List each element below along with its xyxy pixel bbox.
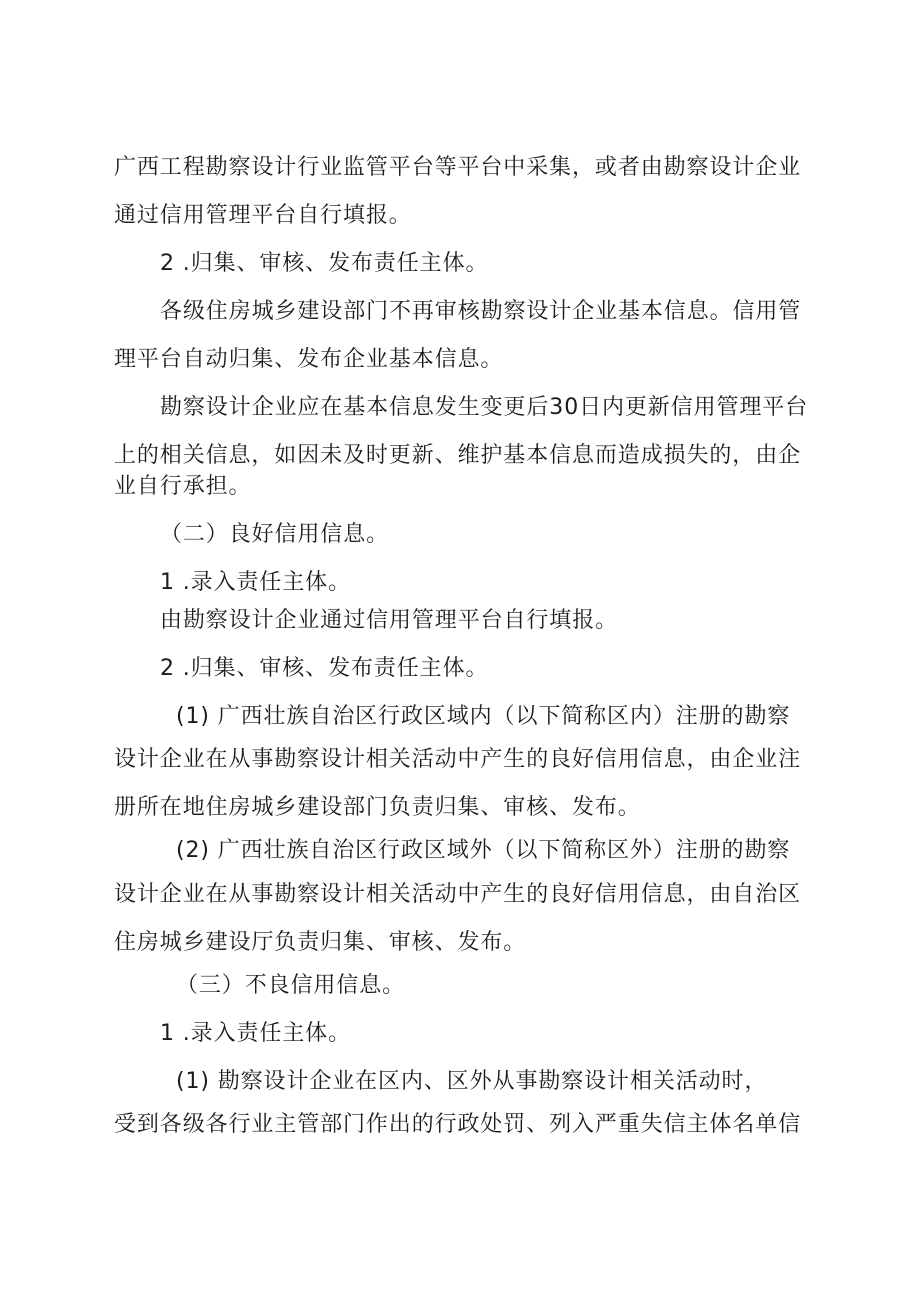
text-line-10: 1 .录入责任主体。 — [160, 570, 351, 595]
text-line-1: 广西工程勘察设计行业监管平台等平台中采集，或者由勘察设计企业 — [114, 155, 802, 180]
text-line-17: 设计企业在从事勘察设计相关活动中产生的良好信用信息，由自治区 — [114, 882, 802, 907]
text-line-15: 册所在地住房城乡建设部门负责归集、审核、发布。 — [114, 795, 641, 820]
text-line-6: 勘察设计企业应在基本信息发生变更后30日内更新信用管理平台 — [160, 395, 809, 420]
text-line-2: 通过信用管理平台自行填报。 — [114, 203, 412, 228]
text-line-14: 设计企业在从事勘察设计相关活动中产生的良好信用信息，由企业注 — [114, 747, 802, 772]
text-line-9: （二）良好信用信息。 — [160, 522, 390, 547]
text-line-18: 住房城乡建设厅负责归集、审核、发布。 — [114, 930, 527, 955]
text-line-21: (1) 勘察设计企业在区内、区外从事勘察设计相关活动时， — [176, 1069, 768, 1094]
text-line-19: （三）不良信用信息。 — [176, 973, 406, 998]
text-line-8: 业自行承担。 — [114, 474, 252, 499]
text-line-11: 由勘察设计企业通过信用管理平台自行填报。 — [160, 608, 619, 633]
text-line-13: (1) 广西壮族自治区行政区域内（以下简称区内）注册的勘察 — [176, 704, 791, 729]
text-line-4: 各级住房城乡建设部门不再审核勘察设计企业基本信息。信用管 — [160, 299, 802, 324]
text-line-12: 2 .归集、审核、发布责任主体。 — [160, 656, 489, 681]
text-line-7: 上的相关信息，如因未及时更新、维护基本信息而造成损失的，由企 — [114, 443, 802, 468]
text-line-22: 受到各级各行业主管部门作出的行政处罚、列入严重失信主体名单信 — [114, 1112, 802, 1137]
text-line-3: 2 .归集、审核、发布责任主体。 — [160, 251, 489, 276]
text-line-16: (2) 广西壮族自治区行政区域外（以下简称区外）注册的勘察 — [176, 838, 791, 863]
text-line-5: 理平台自动归集、发布企业基本信息。 — [114, 347, 504, 372]
text-line-20: 1 .录入责任主体。 — [160, 1021, 351, 1046]
